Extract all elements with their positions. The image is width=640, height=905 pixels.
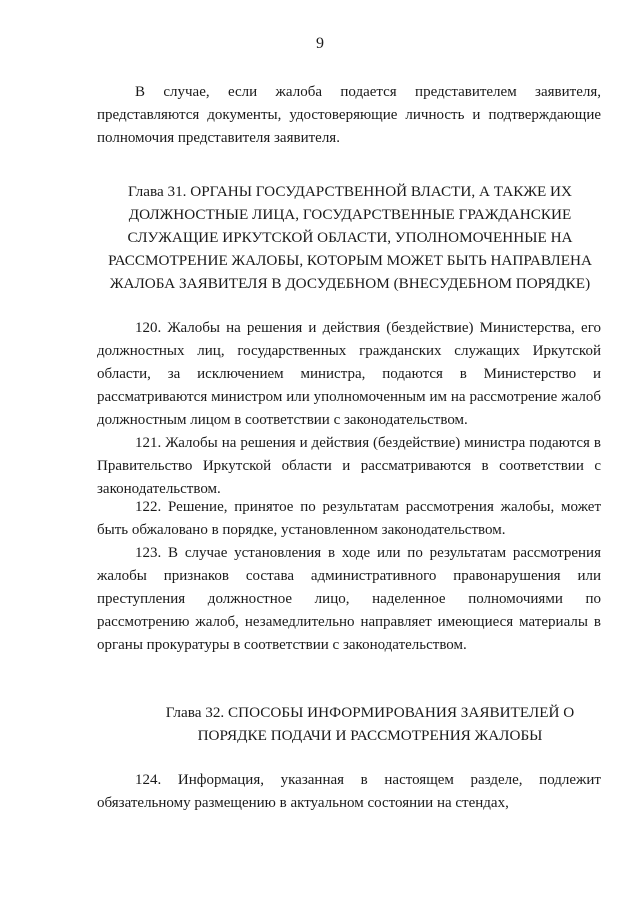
paragraph-124: 124. Информация, указанная в настоящем разделе, подлежит обязательному размещению в актуальном состоянии на стендах, xyxy=(97,772,601,811)
paragraph-123: 123. В случае установления в ходе или по результатам рассмотрения жалобы признаков состава административного правонарушения или преступления должностное лицо, наделенное полномочиями по рассмотрению жалоб, незамедлительно направляет имеющиеся материалы в органы прокуратуры в соответствии с законодательством. xyxy=(97,545,601,653)
paragraph-121: 121. Жалобы на решения и действия (бездействие) министра подаются в Правительство Иркутской области и рассматриваются в соответствии с законодательством. xyxy=(97,435,601,497)
chapter-31-heading: Глава 31. ОРГАНЫ ГОСУДАРСТВЕННОЙ ВЛАСТИ, А ТАКЖЕ ИХ ДОЛЖНОСТНЫЕ ЛИЦА, ГОСУДАРСТВЕННЫЕ ГРАЖДАНСКИЕ СЛУЖАЩИЕ ИРКУТСКОЙ ОБЛАСТИ, УПОЛНОМОЧЕННЫЕ НА РАССМОТРЕНИЕ ЖАЛОБЫ, КОТОРЫМ МОЖЕТ БЫТЬ НАПРАВЛЕНА ЖАЛОБА ЗАЯВИТЕЛЯ В ДОСУДЕБНОМ (ВНЕСУДЕБНОМ ПОРЯДКЕ) xyxy=(108,183,592,292)
chapter-32-heading: Глава 32. СПОСОБЫ ИНФОРМИРОВАНИЯ ЗАЯВИТЕЛЕЙ О ПОРЯДКЕ ПОДАЧИ И РАССМОТРЕНИЯ ЖАЛОБЫ xyxy=(165,704,575,744)
paragraph-intro: В случае, если жалоба подается представителем заявителя, представляются документы, удостоверяющие личность и подтверждающие полномочия представителя заявителя. xyxy=(97,84,601,146)
paragraph-120: 120. Жалобы на решения и действия (бездействие) Министерства, его должностных лиц, государственных гражданских служащих Иркутской области, за исключением министра, подаются в Министерство и рассматриваются министром или уполномоченным им на рассмотрение жалоб должностным лицом в соответствии с законодательством. xyxy=(97,320,601,428)
page-number: 9 xyxy=(316,35,324,52)
paragraph-122: 122. Решение, принятое по результатам рассмотрения жалобы, может быть обжаловано в порядке, установленном законодательством. xyxy=(97,499,601,538)
